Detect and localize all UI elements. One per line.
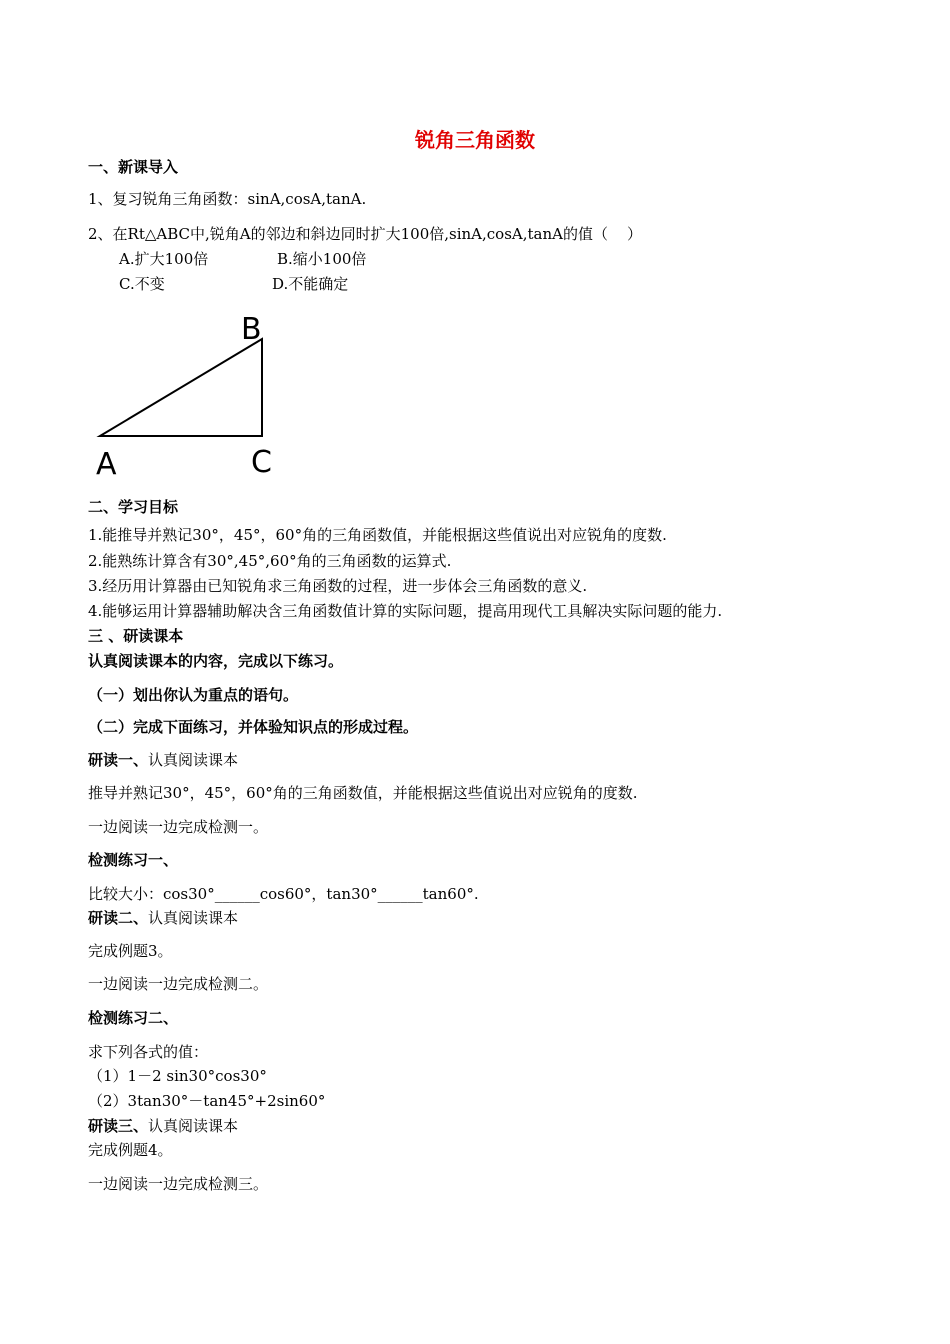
question-1: 1、复习锐角三角函数：sinA,cosA,tanA.	[88, 190, 367, 208]
vertex-label-b: B	[241, 312, 262, 347]
sub-task-1: （一）划出你认为重点的语句。	[88, 686, 299, 704]
goal-item: 1.能推导并熟记30°，45°，60°角的三角函数值，并能根据这些值说出对应锐角的度数.	[88, 526, 667, 544]
read-1-instruction: 一边阅读一边完成检测一。	[88, 818, 269, 836]
read-1-label: 研读一、	[88, 751, 149, 769]
exercise-2-prompt: 求下列各式的值：	[88, 1043, 209, 1061]
exercise-2-item-2: （2）3tan30°－tan45°+2sin60°	[88, 1092, 326, 1110]
read-1-content: 推导并熟记30°，45°，60°角的三角函数值，并能根据这些值说出对应锐角的度数.	[88, 784, 638, 802]
option-a: A.扩大100倍	[119, 250, 209, 268]
read-1-line	[88, 750, 238, 770]
read-3-line	[88, 1116, 238, 1136]
option-d: D.不能确定	[272, 275, 349, 293]
read-3-content: 完成例题4。	[88, 1141, 173, 1159]
goal-item: 3.经历用计算器由已知锐角求三角函数的过程，进一步体会三角函数的意义.	[88, 577, 588, 595]
vertex-label-c: C	[251, 445, 272, 480]
goal-item: 2.能熟练计算含有30°,45°,60°角的三角函数的运算式.	[88, 552, 452, 570]
section-heading-new-lesson: 一、新课导入	[88, 158, 179, 176]
exercise-1-question: 比较大小：cos30°______cos60°，tan30°______tan60°.	[88, 885, 479, 903]
read-1-text: 认真阅读课本	[148, 751, 239, 769]
section-heading-read: 三 、研读课本	[88, 627, 184, 645]
read-intro: 认真阅读课本的内容，完成以下练习。	[88, 652, 344, 670]
exercise-1-heading: 检测练习一、	[88, 851, 179, 869]
read-2-label: 研读二、	[88, 909, 149, 927]
read-2-instruction: 一边阅读一边完成检测二。	[88, 975, 269, 993]
sub-task-2: （二）完成下面练习，并体验知识点的形成过程。	[88, 718, 419, 736]
option-b: B.缩小100倍	[277, 250, 367, 268]
exercise-2-heading: 检测练习二、	[88, 1009, 179, 1027]
read-2-text: 认真阅读课本	[148, 909, 239, 927]
option-c: C.不变	[119, 275, 165, 293]
exercise-2-item-1: （1）1－2 sin30°cos30°	[88, 1067, 267, 1085]
read-2-content: 完成例题3。	[88, 942, 173, 960]
read-2-line	[88, 908, 238, 928]
question-2: 2、在Rt△ABC中,锐角A的邻边和斜边同时扩大100倍,sinA,cosA,tanA的值（ ）	[88, 225, 643, 243]
section-heading-goals: 二、学习目标	[88, 498, 179, 516]
triangle-shape	[100, 339, 262, 436]
goal-item: 4.能够运用计算器辅助解决含三角函数值计算的实际问题，提高用现代工具解决实际问题的能力.	[88, 602, 723, 620]
read-3-label: 研读三、	[88, 1117, 149, 1135]
page-title: 锐角三角函数	[415, 128, 535, 152]
read-3-instruction: 一边阅读一边完成检测三。	[88, 1175, 269, 1193]
read-3-text: 认真阅读课本	[148, 1117, 239, 1135]
vertex-label-a: A	[96, 447, 117, 482]
triangle-figure	[0, 300, 950, 500]
